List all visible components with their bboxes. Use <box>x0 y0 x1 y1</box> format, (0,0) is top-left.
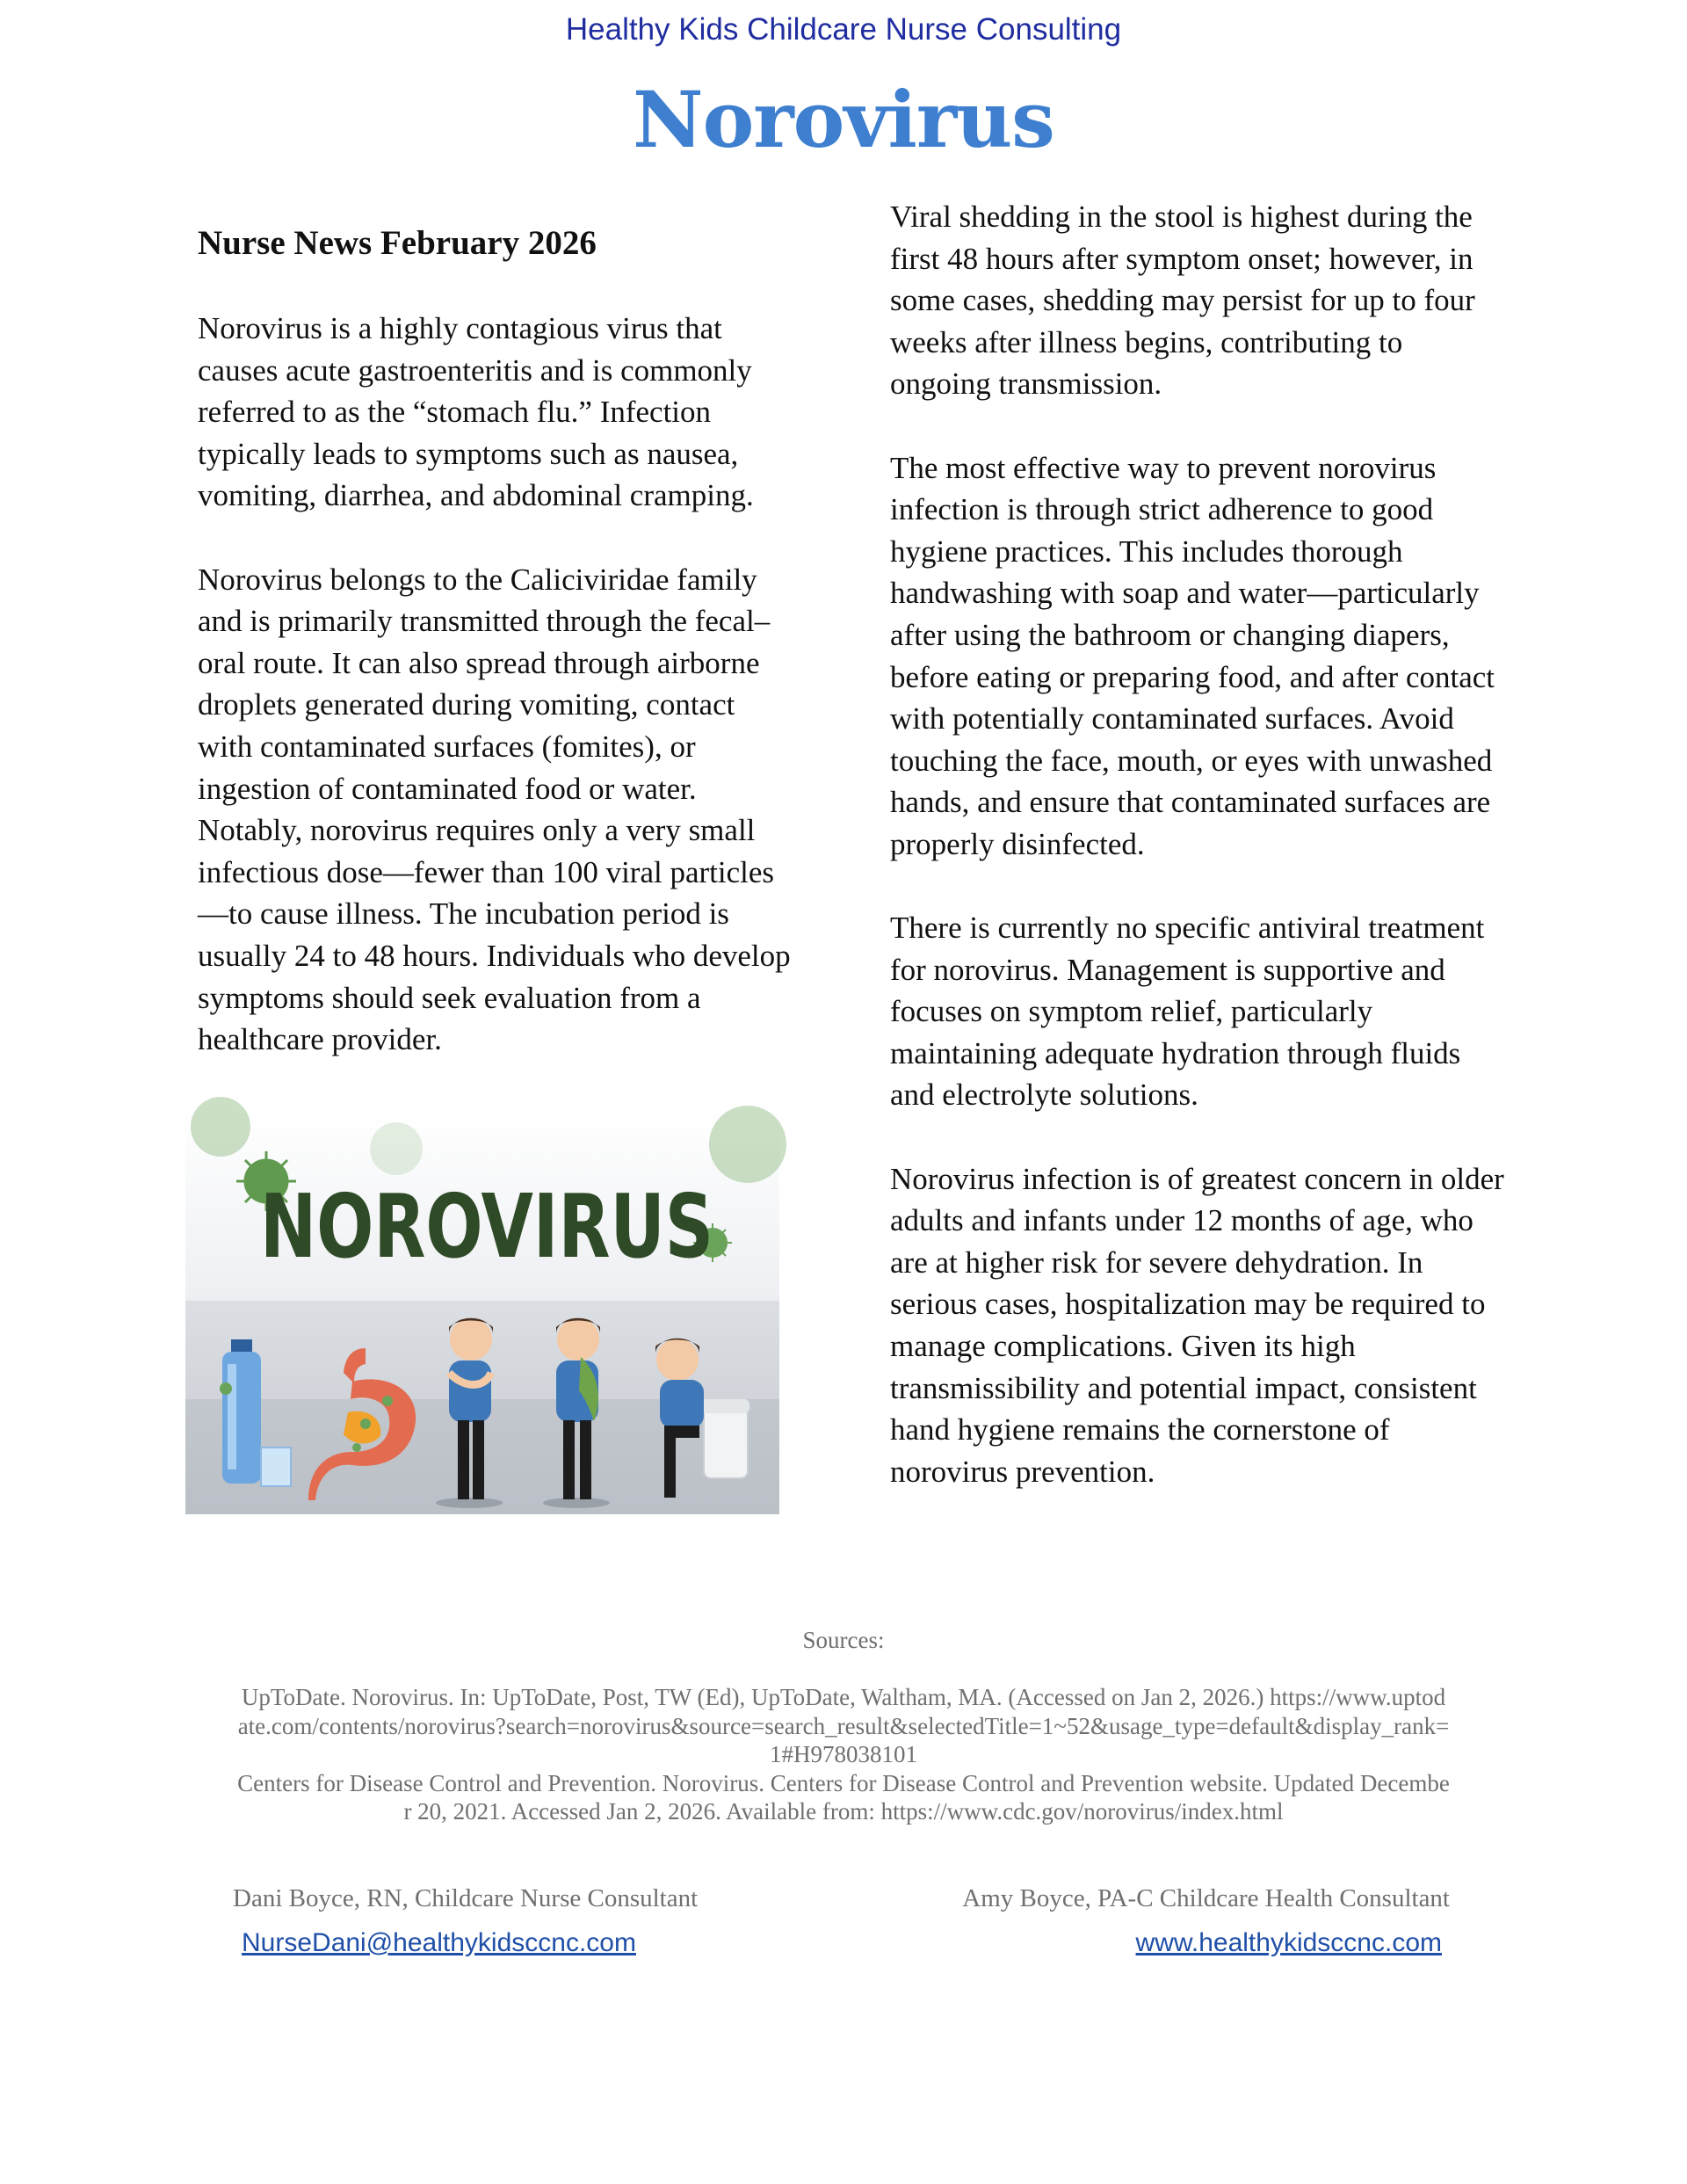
source-citation: UpToDate. Norovirus. In: UpToDate, Post, TW (Ed), UpToDate, Waltham, MA. (Accessed on Jan 2, 2026.) https://www.uptodate.com/contents/norovirus?search=norovirus&source=search_result&selectedTitle=1~52&usage_type=default&display_rank=1#H978038101 <box>237 1684 1450 1767</box>
email-link[interactable]: NurseDani@healthykidsccnc.com <box>242 1928 636 1957</box>
website-link[interactable]: www.healthykidsccnc.com <box>1135 1928 1442 1957</box>
left-column <box>198 308 795 1102</box>
issue-heading: Nurse News February 2026 <box>198 224 597 262</box>
paragraph-prevention: The most effective way to prevent norovirus infection is through strict adherence to good hygiene practices. This includes thorough handwashing with soap and water—particularly after using the bathroom or changing diapers, before eating or preparing food, and after contact with potentially contaminated surfaces. Avoid touching the face, mouth, or eyes with unwashed hands, and ensure that contaminated surfaces are properly disinfected. <box>890 450 1495 861</box>
source-citation: Centers for Disease Control and Prevention. Norovirus. Centers for Disease Control and Prevention website. Updated December 20, 2021. Accessed Jan 2, 2026. Available from: https://www.cdc.gov/norovirus/index.html <box>237 1769 1450 1825</box>
paragraph-transmission: Norovirus belongs to the Caliciviridae family and is primarily transmitted through the fecal–oral route. It can also spread through airborne droplets generated during vomiting, contact with contaminated surfaces (fomites), or ingestion of contaminated food or water. Notably, norovirus requires only a very small infectious dose—fewer than 100 viral particles—to cause illness. The incubation period is usually 24 to 48 hours. Individuals who develop symptoms should seek evaluation from a healthcare provider. <box>198 562 791 1057</box>
paragraph-shedding: Viral shedding in the stool is highest during the first 48 hours after symptom onset; however, in some cases, shedding may persist for up to four weeks after illness begins, contributing to ongoing transmission. <box>890 200 1475 402</box>
page-title: Norovirus <box>633 74 1054 165</box>
author-left-name: Dani Boyce, RN, Childcare Nurse Consultant <box>233 1884 699 1912</box>
sources-list <box>237 1683 1450 1826</box>
paragraph-risk-groups: Norovirus infection is of greatest concern in older adults and infants under 12 months of age, who are at higher risk for severe dehydration. In serious cases, hospitalization may be required to manage complications. Given its high transmissibility and potential impact, consistent hand hygiene remains the cornerstone of norovirus prevention. <box>890 1161 1504 1489</box>
author-right-name: Amy Boyce, PA-C Childcare Health Consultant <box>962 1884 1450 1912</box>
sources-heading: Sources: <box>802 1627 885 1653</box>
org-name: Healthy Kids Childcare Nurse Consulting <box>565 12 1122 47</box>
paragraph-intro: Norovirus is a highly contagious virus that causes acute gastroenteritis and is commonly referred to as the “stomach flu.” Infection typically leads to symptoms such as nausea, vomiting, diarrhea, and abdominal cramping. <box>198 311 754 513</box>
right-column <box>890 196 1505 1535</box>
paragraph-treatment: There is currently no specific antiviral treatment for norovirus. Management is supportive and focuses on symptom relief, particularly maintaining adequate hydration through fluids and electrolyte solutions. <box>890 911 1485 1113</box>
norovirus-illustration <box>185 1109 779 1514</box>
banner-title: NOROVIRUS <box>260 1175 713 1278</box>
